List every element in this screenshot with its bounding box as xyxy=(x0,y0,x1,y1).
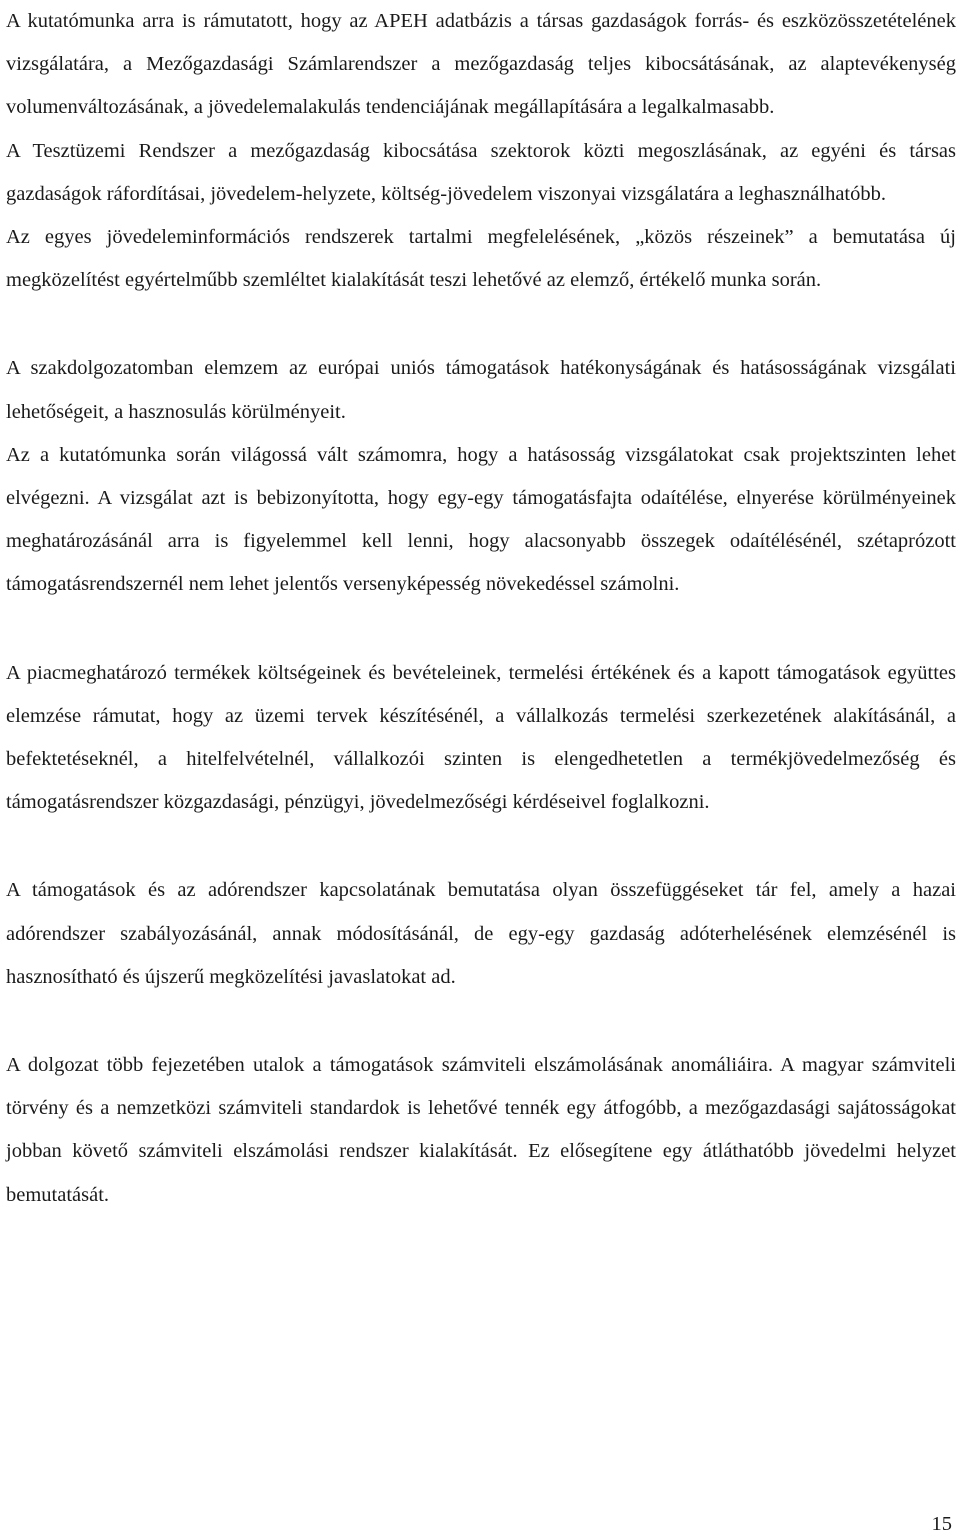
paragraph-6: A piacmeghatározó termékek költségeinek és bevételeinek, termelési értékének és a kapott támogatások együttes elemzése rámutat, hogy az üzemi tervek készítésénél, a vállalkozás termelési szerkezetének alakításánál, a befektetéseknél, a hitelfelvételnél, vállalkozói szinten is elengedhetetlen a termékjövedelmezőség és támogatásrendszer közgazdasági, pénzügyi, jövedelmezőségi kérdéseivel foglalkozni. xyxy=(6,661,956,814)
paragraph-7: A támogatások és az adórendszer kapcsolatának bemutatása olyan összefüggéseket tár fel, amely a hazai adórendszer szabályozásánál, annak módosításánál, de egy-egy gazdaság adóterhelésének elemzésénél is hasznosítható és újszerű megközelítési javaslatokat ad. xyxy=(6,879,956,988)
paragraph-5: Az a kutatómunka során világossá vált számomra, hogy a hatásosság vizsgálatokat csak projektszinten lehet elvégezni. A vizsgálat azt is bebizonyította, hogy egy-egy támogatásfajta odaítélése, elnyerése körülményeinek meghatározásánál arra is figyelemmel kell lenni, hogy alacsonyabb összegek odaítélésénél, szétaprózott támogatásrendszernél nem lehet jelentős versenyképesség növekedéssel számolni. xyxy=(6,443,956,596)
page-number: 15 xyxy=(931,1513,952,1535)
paragraph-1: A kutatómunka arra is rámutatott, hogy az APEH adatbázis a társas gazdaságok forrás- és eszközösszetételének vizsgálatára, a Mezőgazdasági Számlarendszer a mezőgazdaság teljes kibocsátásának, az alaptevékenység volumenváltozásának, a jövedelemalakulás tendenciájának megállapítására a legalkalmasabb. xyxy=(6,10,956,119)
paragraph-8: A dolgozat több fejezetében utalok a támogatások számviteli elszámolásának anomáliáira. A magyar számviteli törvény és a nemzetközi számviteli standardok is lehetővé tennék egy átfogóbb, a mezőgazdasági sajátosságokat jobban követő számviteli elszámolási rendszer kialakítását. Ez elősegítene egy átláthatóbb jövedelmi helyzet bemutatását. xyxy=(6,1054,956,1206)
paragraph-3: Az egyes jövedeleminformációs rendszerek tartalmi megfelelésének, „közös részeinek” a bemutatása új megközelítést egyértelműbb szemléltet kialakítását teszi lehetővé az elemző, értékelő munka során. xyxy=(6,226,956,292)
paragraph-2: A Tesztüzemi Rendszer a mezőgazdaság kibocsátása szektorok közti megoszlásának, az egyéni és társas gazdaságok ráfordításai, jövedelem-helyzete, költség-jövedelem viszonyai vizsgálatára a leghasználhatóbb. xyxy=(6,139,956,205)
paragraph-gap xyxy=(6,607,956,652)
paragraph-gap xyxy=(6,302,956,347)
paragraph-gap xyxy=(6,824,956,869)
body-text xyxy=(6,0,956,1217)
paragraph-gap xyxy=(6,999,956,1044)
paragraph-4: A szakdolgozatomban elemzem az európai uniós támogatások hatékonyságának és hatásosságának vizsgálati lehetőségeit, a hasznosulás körülményeit. xyxy=(6,357,956,423)
